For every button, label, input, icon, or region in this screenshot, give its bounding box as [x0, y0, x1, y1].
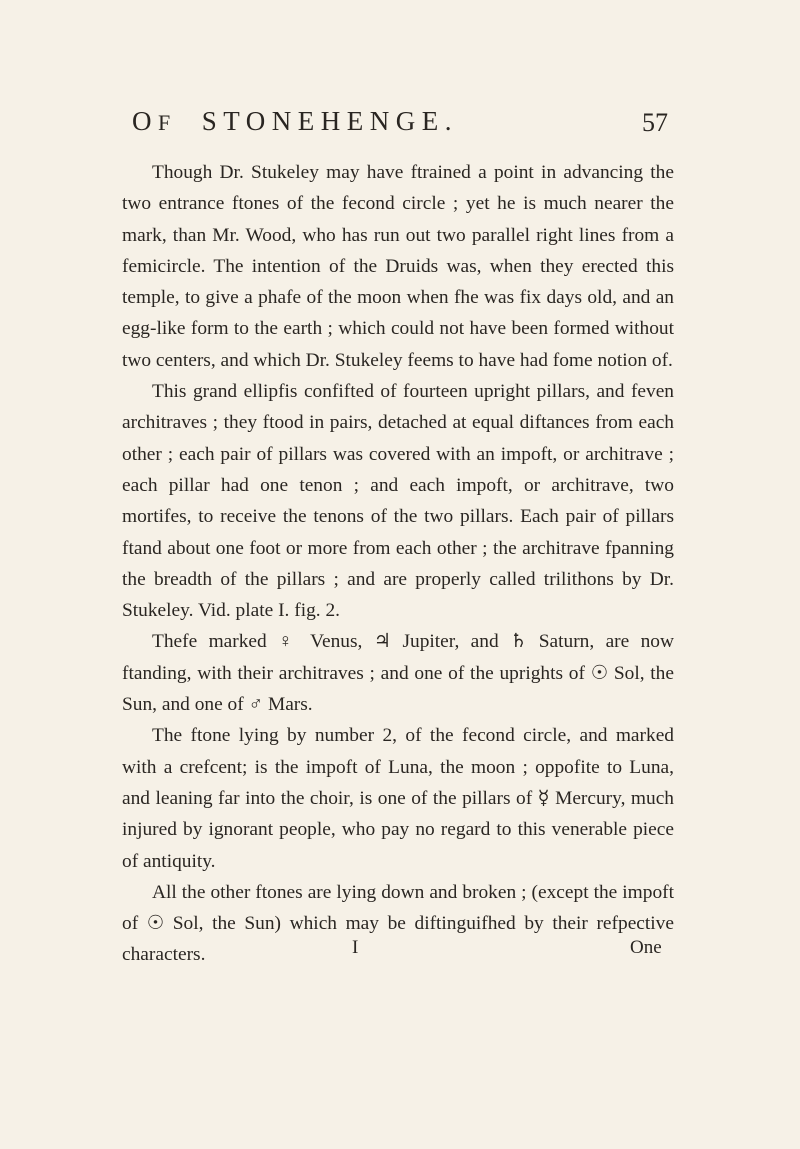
catchline — [0, 937, 800, 967]
running-title-main: STONEHENGE. — [201, 106, 458, 136]
paragraph-1: Though Dr. Stukeley may have ftrained a point in advancing the two entrance ftones of the fecond circle ; yet he is much nearer the mark, than Mr. Wood, who has run out two parallel right lines from a femicircle. The intention of the Druids was, when they erected this temple, to give a phafe of the moon when fhe was fix days old, and an egg-like form to the earth ; which could not have been formed without two centers, and which Dr. Stukeley feems to have had fome notion of. — [122, 162, 674, 371]
page-number: 57 — [642, 108, 668, 137]
paragraph-3: Thefe marked ♀ Venus, ♃ Jupiter, and ♄ Saturn, are now ftanding, with their architraves ; and one of the uprights of ☉ Sol, the Sun, and one of ♂ Mars. — [122, 631, 674, 716]
paragraph-5: All the other ftones are lying down and broken ; (except the impoft of ☉ Sol, the Sun) which may be diftinguifhed by their refpective characters. — [122, 881, 674, 966]
paragraph-4: The ftone lying by number 2, of the fecond circle, and marked with a crefcent; is the impoft of Luna, the moon ; oppofite to Luna, and leaning far into the choir, is one of the pillars of ☿ Mercury, much injured by ignorant people, who pay no regard to this venerable piece of antiquity. — [122, 725, 674, 872]
body-text — [122, 157, 674, 971]
running-title-of-rest: F — [158, 110, 176, 135]
signature-mark: I — [352, 937, 359, 958]
running-title-of-initial: O — [132, 106, 158, 136]
paragraph-2: This grand ellipfis confifted of fourteen upright pillars, and feven architraves ; they ftood in pairs, detached at equal diftances from each other ; each pair of pillars was covered with an impoft, or architrave ; each pillar had one tenon ; and each impoft, or architrave, two mortifes, to receive the tenons of the two pillars. Each pair of pillars ftand about one foot or more from each other ; the architrave fpanning the breadth of the pillars ; and are properly called trilithons by Dr. Stukeley. Vid. plate I. fig. 2. — [122, 381, 674, 622]
running-title — [132, 106, 458, 137]
running-head — [0, 106, 800, 146]
catchword: One — [630, 937, 662, 958]
